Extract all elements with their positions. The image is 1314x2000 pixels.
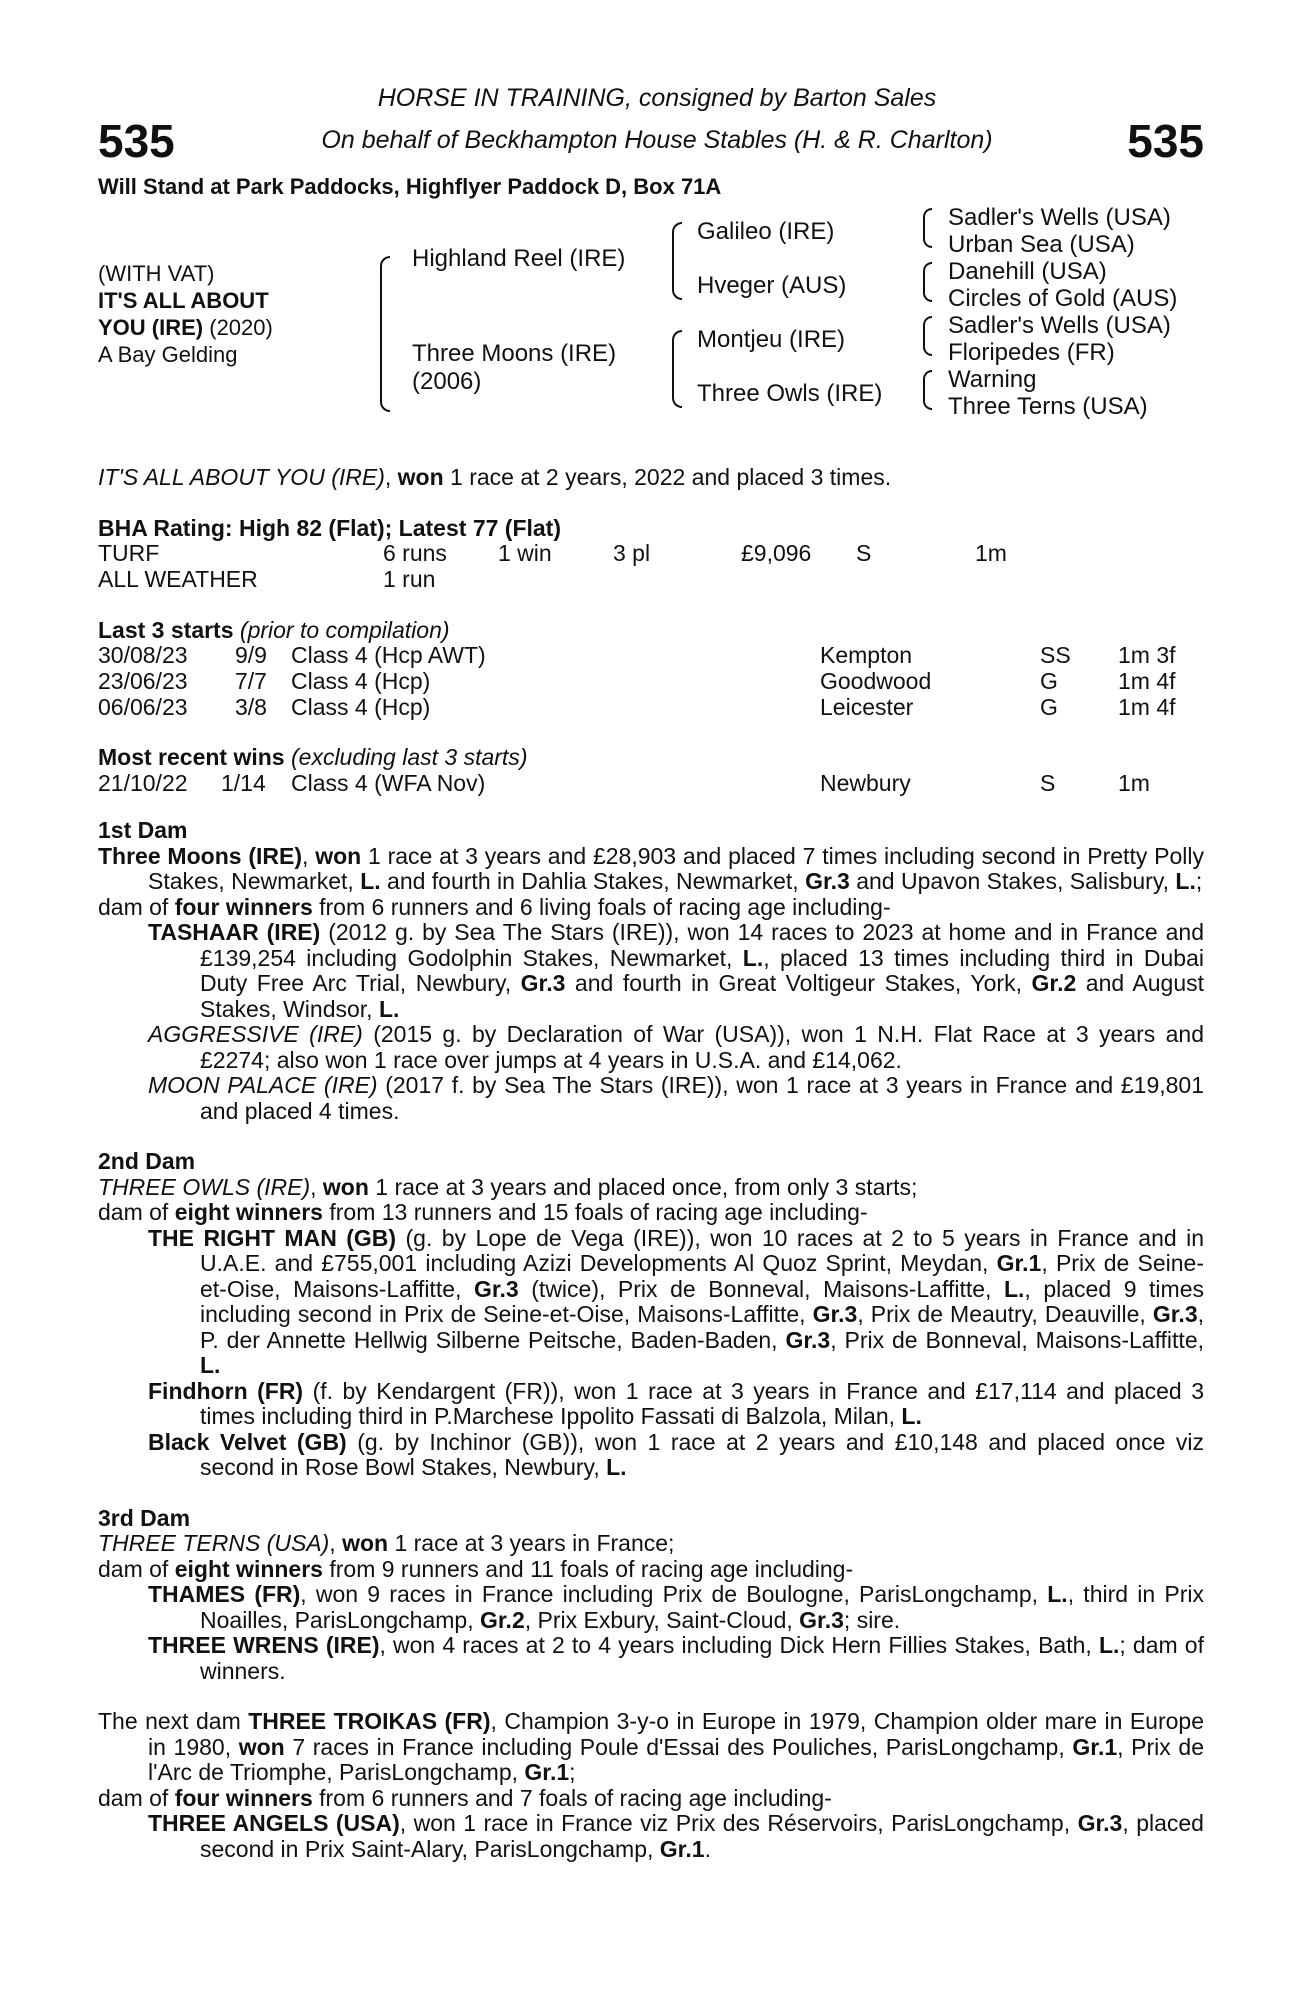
pedigree-grandsire-1: Galileo (IRE) [697, 218, 835, 245]
turf-runs: 6 runs [383, 540, 447, 566]
pedigree-grandsire-3: Montjeu (IRE) [697, 326, 846, 353]
pedigree-dam-year: (2006) [412, 368, 482, 395]
rating-heading: BHA Rating: High 82 (Flat); Latest 77 (Flat) [98, 515, 561, 541]
dam3-record: THREE TERNS (USA), won 1 race at 3 years in France; [98, 1530, 675, 1556]
turf-earnings: £9,096 [741, 540, 812, 566]
dam3-produce-intro: dam of eight winners from 9 runners and 11 foals of racing age including- [98, 1555, 854, 1582]
dam2-progeny-3: Black Velvet (GB) (g. by Inchinor (GB)), won 1 race at 2 years and £10,148 and placed once viz second in Rose Bowl Stakes, Newbury, L. [148, 1428, 1205, 1480]
last-starts-heading: Last 3 starts (prior to compilation) [98, 617, 450, 643]
next-dam-record: The next dam THREE TROIKAS (FR), Champion 3-y-o in Europe in 1979, Champion older mare in Europe in 1980, won 7 races in France including Poule d'Essai des Pouliches, ParisLongchamp, Gr.1, Prix de l'Arc de Triomphe, ParisLongchamp, Gr.1; [98, 1708, 1204, 1785]
dam1-progeny-2: AGGRESSIVE (IRE) (2015 g. by Declaration of War (USA)), won 1 N.H. Flat Race at 3 years and £2274; also won 1 race over jumps at 4 years in U.S.A. and £14,062. [148, 1021, 1205, 1073]
recent-wins-heading: Most recent wins (excluding last 3 starts) [98, 744, 528, 770]
turf-row [98, 540, 1204, 566]
pedigree-dam: Three Moons (IRE) [412, 340, 617, 367]
consignor-line: On behalf of Beckhampton House Stables (H. & R. Charlton) [321, 126, 993, 154]
dam1-progeny-3: MOON PALACE (IRE) (2017 f. by Sea The Stars (IRE)), won 1 race at 3 years in France and £19,801 and placed 4 times. [148, 1072, 1205, 1124]
next-dam-produce-intro: dam of four winners from 6 runners and 7 foals of racing age including- [98, 1784, 832, 1811]
aw-label: ALL WEATHER [98, 566, 258, 592]
pedigree-ggs-4: Circles of Gold (AUS) [948, 285, 1178, 312]
dam2-heading: 2nd Dam [98, 1148, 196, 1174]
pedigree-ggs-7: Warning [948, 366, 1037, 393]
pedigree-sire: Highland Reel (IRE) [412, 245, 626, 272]
summary-text: 1 race at 2 years, 2022 and placed 3 times. [450, 464, 892, 490]
pedigree-ggs-6: Floripedes (FR) [948, 339, 1115, 366]
race-summary: IT'S ALL ABOUT YOU (IRE), won 1 race at 2 years, 2022 and placed 3 times. [98, 464, 892, 490]
dam1-record: Three Moons (IRE), won 1 race at 3 years and £28,903 and placed 7 times including second in Pretty Polly Stakes, Newmarket, L. and fourth in Dahlia Stakes, Newmarket, Gr.3 and Upavon Stakes, Salisbury, L.; [98, 842, 1204, 894]
dam1-produce-intro: dam of four winners from 6 runners and 6 living foals of racing age including- [98, 893, 891, 920]
dam3-heading: 3rd Dam [98, 1504, 191, 1531]
last-start-row: 23/06/23 7/7 Class 4 (Hcp) Goodwood G 1m 4f [98, 668, 1176, 694]
pedigree-ggs-3: Danehill (USA) [948, 258, 1107, 285]
dam2-progeny-2: Findhorn (FR) (f. by Kendargent (FR)), won 1 race at 3 years in France and £17,114 and placed 3 times including third in P.Marchese Ippolito Fassati di Balzola, Milan, L. [148, 1377, 1204, 1429]
horse-name-line1: IT'S ALL ABOUT [98, 288, 269, 313]
summary-horse-name: IT'S ALL ABOUT YOU (IRE) [98, 464, 385, 490]
pedigree-brace-ggs-4 [923, 370, 932, 410]
pedigree-ggs-8: Three Terns (USA) [948, 393, 1148, 420]
turf-wins: 1 win [498, 540, 552, 566]
pedigree-ggs-1: Sadler's Wells (USA) [948, 204, 1171, 231]
dam3-progeny-2: THREE WRENS (IRE), won 4 races at 2 to 4 years including Dick Hern Fillies Stakes, Bath, L.; dam of winners. [148, 1632, 1204, 1684]
dam1-progeny-1: TASHAAR (IRE) (2012 g. by Sea The Stars (IRE)), won 14 races to 2023 at home and in France and £139,254 including Godolphin Stakes, Newmarket, L., placed 13 times including third in Dubai Duty Free Arc Trial, Newbury, Gr.3 and fourth in Great Voltigeur Stakes, York, Gr.2 and August Stakes, Windsor, L. [148, 919, 1204, 1022]
pedigree-brace-ggs-2 [923, 262, 932, 302]
next-dam-progeny-1: THREE ANGELS (USA), won 1 race in France viz Prix des Réservoirs, ParisLongchamp, Gr.3, placed second in Prix Saint-Alary, ParisLongchamp, Gr.1. [148, 1810, 1204, 1862]
horse-year: (2020) [209, 315, 273, 340]
turf-label: TURF [98, 540, 160, 566]
horse-identity [98, 260, 273, 368]
turf-placed: 3 pl [613, 540, 651, 566]
lot-number-right: 535 [1127, 115, 1204, 167]
recent-win-row: 21/10/22 1/14 Class 4 (WFA Nov) Newbury S 1m [98, 770, 1150, 796]
turf-distance: 1m [975, 540, 1007, 566]
last-start-row: 30/08/23 9/9 Class 4 (Hcp AWT) Kempton SS 1m 3f [98, 642, 1176, 668]
dam1-heading: 1st Dam [98, 817, 188, 843]
pedigree-ggs-5: Sadler's Wells (USA) [948, 312, 1171, 339]
pedigree-brace-dam [672, 330, 682, 408]
stand-location: Will Stand at Park Paddocks, Highflyer Paddock D, Box 71A [98, 174, 722, 199]
summary-won: won [397, 464, 444, 490]
aw-runs: 1 run [383, 566, 436, 592]
vat-note: (WITH VAT) [98, 261, 215, 286]
pedigree-grandsire-4: Three Owls (IRE) [697, 380, 883, 407]
pedigree-ggs-2: Urban Sea (USA) [948, 231, 1135, 258]
consignment-line: HORSE IN TRAINING, consigned by Barton Sales [377, 84, 937, 112]
family-section [98, 818, 1204, 1862]
dam3-progeny-1: THAMES (FR), won 9 races in France including Prix de Boulogne, ParisLongchamp, L., third in Prix Noailles, ParisLongchamp, Gr.2, Prix Exbury, Saint-Cloud, Gr.3; sire. [148, 1581, 1204, 1633]
horse-description: A Bay Gelding [98, 342, 238, 367]
dam2-record: THREE OWLS (IRE), won 1 race at 3 years and placed once, from only 3 starts; [98, 1173, 918, 1200]
dam2-produce-intro: dam of eight winners from 13 runners and 15 foals of racing age including- [98, 1199, 868, 1225]
pedigree-brace-ggs-3 [923, 316, 932, 356]
pedigree-brace-sire [672, 222, 682, 300]
last-start-row: 06/06/23 3/8 Class 4 (Hcp) Leicester G 1m 4f [98, 694, 1176, 720]
dam2-progeny-1: THE RIGHT MAN (GB) (g. by Lope de Vega (IRE)), won 10 races at 2 to 5 years in France and in U.A.E. and £755,001 including Azizi Developments Al Quoz Sprint, Meydan, Gr.1, Prix de Seine-et-Oise, Maisons-Laffitte, Gr.3 (twice), Prix de Bonneval, Maisons-Laffitte, L., placed 9 times including second in Prix de Seine-et-Oise, Maisons-Laffitte, Gr.3, Prix de Meautry, Deauville, Gr.3, P. der Annette Hellwig Silberne Peitsche, Baden-Baden, Gr.3, Prix de Bonneval, Maisons-Laffitte, L. [148, 1224, 1205, 1378]
all-weather-row [98, 566, 1204, 592]
horse-name-line2: YOU (IRE) [98, 315, 204, 340]
pedigree-brace-main [380, 256, 390, 412]
pedigree-grandsire-2: Hveger (AUS) [697, 272, 847, 299]
pedigree-brace-ggs-1 [923, 208, 932, 248]
lot-number-left: 535 [98, 115, 175, 167]
turf-going: S [856, 540, 872, 566]
